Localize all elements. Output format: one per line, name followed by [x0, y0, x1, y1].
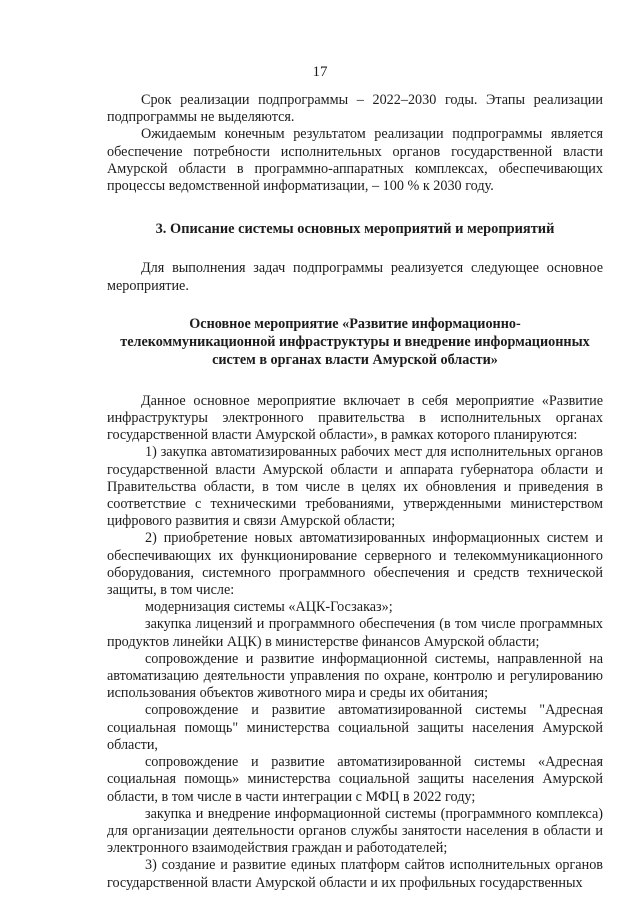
paragraph-intro: Для выполнения задач подпрограммы реализуется следующее основное мероприятие. [107, 260, 603, 294]
document-body [107, 92, 603, 892]
sub-item-wildlife-system: сопровождение и развитие информационной системы, направленной на автоматизацию деятельности управления по охране, контролю и регулированию использования объектов животного мира и среды их обитания; [107, 650, 603, 702]
sub-item-ack-goszakaz: модернизация системы «АЦК-Госзаказ»; [145, 599, 393, 616]
list-item-3: 3) создание и развитие единых платформ сайтов исполнительных органов государственной власти Амурской области и их профильных государственных [107, 857, 603, 891]
list-item-2: 2) приобретение новых автоматизированных информационных систем и обеспечивающих их функционирование серверного и телекоммуникационного оборудования, системного программного обеспечения и средств технической защиты, в том числе: [107, 530, 603, 599]
main-activity-heading: Основное мероприятие «Развитие информационно-телекоммуникационной инфраструктуры и внедрение информационных систем в органах власти Амурской области» [120, 315, 590, 368]
sub-item-employment-system: закупка и внедрение информационной системы (программного комплекса) для организации деятельности органов службы занятости населения в области и электронного взаимодействия граждан и работодателей; [107, 805, 603, 857]
page-number: 17 [312, 64, 328, 80]
sub-item-licenses: закупка лицензий и программного обеспечения (в том числе программных продуктов линейки АЦК) в министерстве финансов Амурской области; [107, 616, 603, 650]
section-heading: 3. Описание системы основных мероприятий и мероприятий [155, 221, 555, 238]
sub-item-social-aid-1: сопровождение и развитие автоматизированной системы "Адресная социальная помощь" министерства социальной защиты населения Амурской области, [107, 702, 603, 753]
paragraph-activity-description: Данное основное мероприятие включает в себя мероприятие «Развитие инфраструктуры электронного правительства в исполнительных органах государственной власти Амурской области», в рамках которого планируются: [107, 392, 603, 444]
list-item-1: 1) закупка автоматизированных рабочих мест для исполнительных органов государственной власти Амурской области и аппарата губернатора области и Правительства области, в том числе в целях их обновления и приведения в соответствие с техническими требованиями, утвержденными министерством цифрового развития и связи Амурской области; [107, 444, 603, 530]
paragraph-expected-result: Ожидаемым конечным результатом реализации подпрограммы является обеспечение потребности исполнительных органов государственной власти Амурской области в программно-аппаратных комплексах, обеспечивающих процессы ведомственной информатизации, – 100 % к 2030 году. [107, 126, 603, 195]
paragraph-term: Срок реализации подпрограммы – 2022–2030 годы. Этапы реализации подпрограммы не выделяются. [107, 92, 603, 126]
sub-item-social-aid-2: сопровождение и развитие автоматизированной системы «Адресная социальная помощь» министерства социальной защиты населения Амурской области, в том числе в части интеграции с МФЦ в 2022 году; [107, 754, 603, 805]
